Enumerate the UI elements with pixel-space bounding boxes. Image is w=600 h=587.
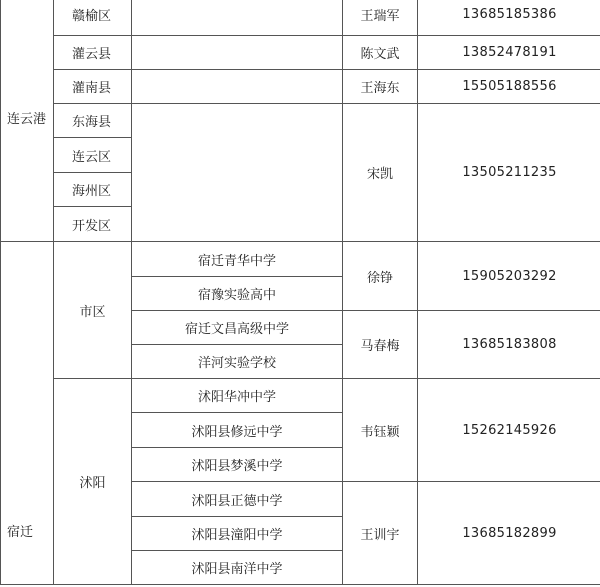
school-cell: 宿豫实验高中 (132, 277, 343, 311)
contact-name-cell: 马春梅 (343, 311, 418, 379)
district-cell: 沭阳 (54, 379, 132, 585)
district-cell: 灌南县 (54, 70, 132, 104)
table-row (1, 379, 600, 413)
contact-phone-cell: 13852478191 (418, 36, 600, 70)
district-cell: 开发区 (54, 207, 132, 242)
school-cell: 沭阳县潼阳中学 (132, 517, 343, 551)
contact-name-cell: 王瑞军 (343, 0, 418, 36)
district-cell: 海州区 (54, 173, 132, 207)
district-cell: 市区 (54, 242, 132, 379)
contact-name-cell: 王训宇 (343, 482, 418, 585)
city-cell-lianyungang: 连云港 (1, 0, 54, 242)
school-cell: 沭阳县修远中学 (132, 413, 343, 448)
table-row (1, 0, 600, 36)
city-cell-suqian: 宿迁 (1, 242, 54, 585)
contact-phone-cell: 15905203292 (418, 242, 600, 311)
school-cell-empty (132, 36, 343, 70)
school-cell-empty (132, 104, 343, 242)
school-cell: 宿迁文昌高级中学 (132, 311, 343, 345)
contact-phone-cell: 13685183808 (418, 311, 600, 379)
contact-name-cell: 徐铮 (343, 242, 418, 311)
contact-phone-cell: 15262145926 (418, 379, 600, 482)
contact-name-cell: 韦钰颖 (343, 379, 418, 482)
table-row (1, 104, 600, 138)
contact-name-cell: 王海东 (343, 70, 418, 104)
school-cell: 宿迁青华中学 (132, 242, 343, 277)
contact-name-cell: 宋凯 (343, 104, 418, 242)
school-cell: 沭阳县南洋中学 (132, 551, 343, 585)
school-cell: 沭阳华冲中学 (132, 379, 343, 413)
table-row (1, 36, 600, 70)
contact-phone-cell: 13685185386 (418, 0, 600, 36)
school-cell-empty (132, 0, 343, 36)
district-cell: 东海县 (54, 104, 132, 138)
school-cell-empty (132, 70, 343, 104)
table-row (1, 70, 600, 104)
contact-phone-cell: 13505211235 (418, 104, 600, 242)
contact-phone-cell: 13685182899 (418, 482, 600, 585)
district-cell: 灌云县 (54, 36, 132, 70)
table-row (1, 242, 600, 277)
contact-phone-cell: 15505188556 (418, 70, 600, 104)
contact-name-cell: 陈文武 (343, 36, 418, 70)
district-cell: 赣榆区 (54, 0, 132, 36)
district-cell: 连云区 (54, 138, 132, 173)
school-cell: 沭阳县正德中学 (132, 482, 343, 517)
school-cell: 洋河实验学校 (132, 345, 343, 379)
school-cell: 沭阳县梦溪中学 (132, 448, 343, 482)
